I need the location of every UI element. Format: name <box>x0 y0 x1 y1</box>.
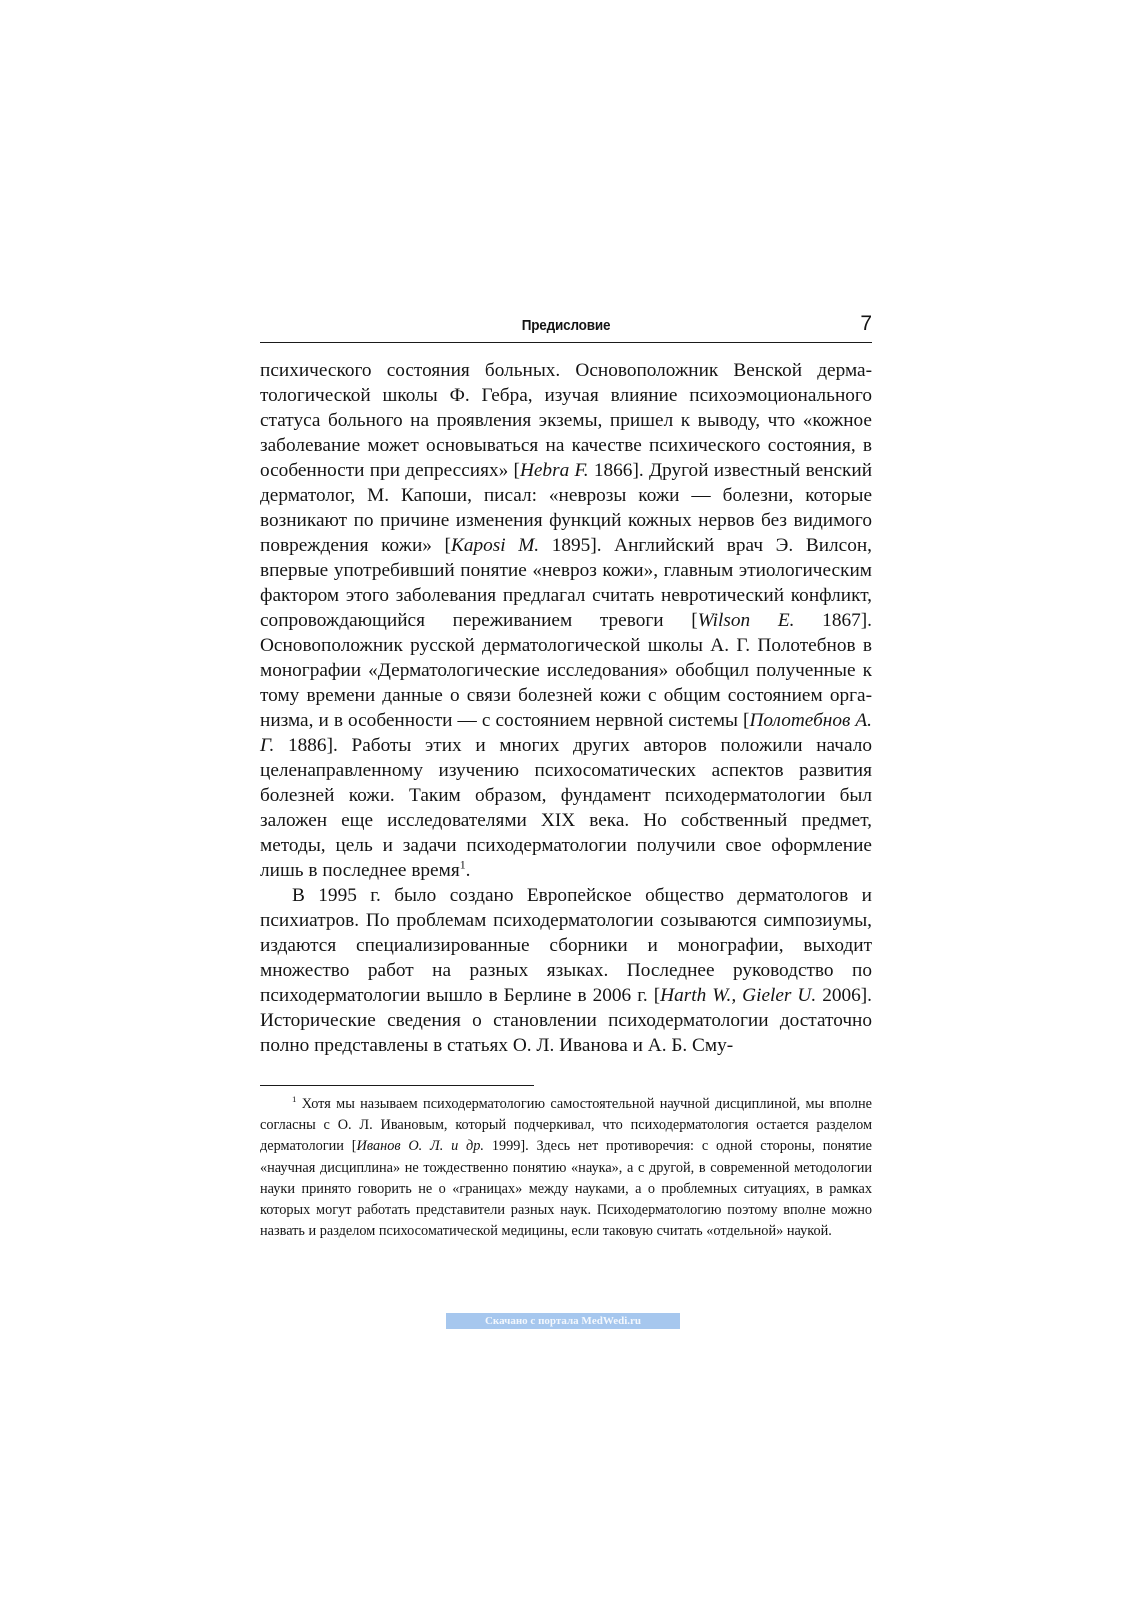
citation-author: Полотебнов А. Г. <box>260 710 872 756</box>
citation-author: Kaposi M. <box>450 535 540 556</box>
text-run: психического состояния больных. Основоположник Венской дерматологической школы Ф. Гебра, изучая влияние психоэмоционального статуса больного на проявления экземы, пришел к выводу, что «кожное заболевание может основываться на качестве психического состояния, в особенности при депрессиях» [ <box>260 360 872 481</box>
footnote-marker: 1 <box>459 857 466 872</box>
running-head: Предисловие <box>521 317 611 334</box>
text-run: Хотя мы называем психодерматологию самостоятельной научной дисциплиной, мы вполне согласны с О. Л. Ивановым, который подчеркивал, что психодерматология остается разделом дерматологии [ <box>260 1096 872 1155</box>
citation-author: Иванов О. Л. и др. <box>356 1138 485 1155</box>
text-run: 1886]. Работы этих и многих других авторов положили начало целенаправленному изучению психосоматических аспектов развития болезней кожи. Таким образом, фундамент психодерматологии был заложен еще исследователями XIX века. Но собственный предмет, методы, цель и задачи психодерматологии получили свое оформление лишь в последнее время <box>260 735 872 881</box>
paragraph-2 <box>260 883 872 1058</box>
text-run: 1867]. Основоположник русской дерматологической школы А. Г. Полотебнов в монографии «Дерматологические исследования» обобщил полученные к тому времени данные о связи болезней кожи с общим состоянием организма, и в особенности — с состоянием нервной системы [ <box>260 610 872 731</box>
footnote <box>260 1094 872 1242</box>
page-number: 7 <box>860 312 872 335</box>
text-run: 2006]. Исторические сведения о становлении психодерматологии достаточно полно представлены в статьях О. Л. Иванова и А. Б. Сму- <box>260 985 872 1056</box>
citation-author: Hebra F. <box>519 460 589 481</box>
text-run: 1866]. Другой известный венский дерматолог, М. Капоши, писал: «неврозы кожи — болезни, которые возникают по причине изменения функций кожных нервов без видимого повреждения кожи» [ <box>260 460 873 556</box>
text-run: . <box>465 860 471 881</box>
footnote-divider <box>260 1085 534 1086</box>
download-watermark: Скачано с портала MedWedi.ru <box>446 1313 680 1329</box>
text-run: 1895]. Английский врач Э. Вилсон, впервые употребивший понятие «невроз кожи», главным этиологическим фактором этого заболевания предлагал считать невротический конфликт, сопровождающийся переживанием тревоги [ <box>260 535 872 631</box>
page-header <box>260 308 872 343</box>
body-text <box>260 358 872 1058</box>
text-run: В 1995 г. было создано Европейское общество дерматологов и психиатров. По проблемам психодерматологии созываются симпозиумы, издаются специализированные сборники и монографии, выходит множество работ на разных языках. Последнее руководство по психодерматологии вышло в Берлине в 2006 г. [ <box>260 885 872 1006</box>
footnote-marker: 1 <box>292 1094 297 1105</box>
paragraph-1 <box>260 358 872 883</box>
text-run: 1999]. Здесь нет противоречия: с одной стороны, понятие «научная дисциплина» не тождественно понятию «наука», а с другой, в современной методологии науки принято говорить не о «границах» между науками, а о проблемных ситуациях, в рамках которых могут работать представители разных наук. Психодерматологию поэтому вполне можно назвать и разделом психосоматической медицины, если таковую считать «отдельной» наукой. <box>260 1138 872 1240</box>
citation-author: Harth W., Gieler U. <box>660 985 817 1006</box>
citation-author: Wilson E. <box>697 610 795 631</box>
